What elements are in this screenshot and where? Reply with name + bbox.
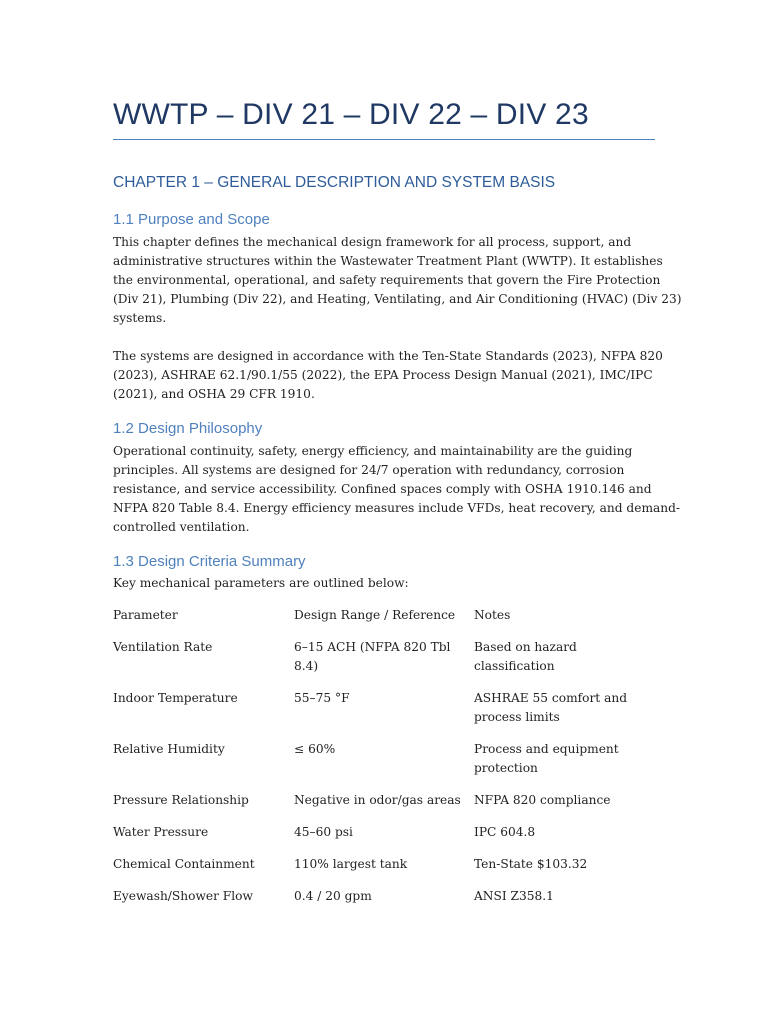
paragraph-line: administrative structures within the Wastewater Treatment Plant (WWTP). It establishes — [113, 254, 663, 268]
cell-range: ≤ 60% — [294, 742, 336, 756]
cell-range: 55–75 °F — [294, 691, 350, 705]
column-header-range: Design Range / Reference — [294, 608, 456, 622]
cell-range: 8.4) — [294, 659, 319, 673]
section-heading-design-philosophy: 1.2 Design Philosophy — [113, 420, 263, 437]
paragraph-line: NFPA 820 Table 8.4. Energy efficiency measures include VFDs, heat recovery, and demand- — [113, 501, 681, 515]
cell-notes: ASHRAE 55 comfort and — [474, 691, 627, 705]
cell-range: 45–60 psi — [294, 825, 353, 839]
section-heading-design-criteria: 1.3 Design Criteria Summary — [113, 553, 306, 570]
paragraph-line: (2023), ASHRAE 62.1/90.1/55 (2022), the EPA Process Design Manual (2021), IMC/IPC — [113, 368, 653, 382]
table-intro: Key mechanical parameters are outlined below: — [113, 576, 409, 590]
cell-notes: Based on hazard — [474, 640, 577, 654]
cell-notes: process limits — [474, 710, 560, 724]
section-heading-purpose-scope: 1.1 Purpose and Scope — [113, 211, 270, 228]
cell-notes: Ten-State $103.32 — [474, 857, 588, 871]
paragraph-line: Operational continuity, safety, energy efficiency, and maintainability are the guiding — [113, 444, 633, 458]
paragraph-line: resistance, and service accessibility. Confined spaces comply with OSHA 1910.146 and — [113, 482, 652, 496]
paragraph-line: (Div 21), Plumbing (Div 22), and Heating, Ventilating, and Air Conditioning (HVAC) (Div 23) — [113, 292, 682, 306]
column-header-parameter: Parameter — [113, 608, 178, 622]
paragraph-line: This chapter defines the mechanical design framework for all process, support, and — [113, 235, 632, 249]
cell-notes: IPC 604.8 — [474, 825, 536, 839]
cell-range: 6–15 ACH (NFPA 820 Tbl — [294, 640, 451, 654]
cell-range: Negative in odor/gas areas — [294, 793, 461, 807]
cell-range: 0.4 / 20 gpm — [294, 889, 372, 903]
document-title: WWTP – DIV 21 – DIV 22 – DIV 23 — [113, 98, 589, 131]
cell-parameter: Eyewash/Shower Flow — [113, 889, 253, 903]
cell-notes: NFPA 820 compliance — [474, 793, 611, 807]
paragraph-line: The systems are designed in accordance with the Ten-State Standards (2023), NFPA 820 — [113, 349, 663, 363]
cell-parameter: Water Pressure — [113, 825, 209, 839]
chapter-heading: CHAPTER 1 – GENERAL DESCRIPTION AND SYSTEM BASIS — [113, 174, 556, 191]
cell-notes: Process and equipment — [474, 742, 619, 756]
cell-parameter: Chemical Containment — [113, 857, 255, 871]
title-underline — [113, 139, 655, 140]
column-header-notes: Notes — [474, 608, 511, 622]
cell-parameter: Indoor Temperature — [113, 691, 238, 705]
cell-parameter: Relative Humidity — [113, 742, 225, 756]
cell-parameter: Ventilation Rate — [113, 640, 213, 654]
cell-notes: ANSI Z358.1 — [474, 889, 554, 903]
cell-notes: protection — [474, 761, 538, 775]
paragraph-line: controlled ventilation. — [113, 520, 250, 534]
paragraph-line: systems. — [113, 311, 167, 325]
cell-notes: classification — [474, 659, 555, 673]
paragraph-line: principles. All systems are designed for 24/7 operation with redundancy, corrosion — [113, 463, 625, 477]
cell-parameter: Pressure Relationship — [113, 793, 249, 807]
cell-range: 110% largest tank — [294, 857, 408, 871]
paragraph-line: (2021), and OSHA 29 CFR 1910. — [113, 387, 315, 401]
paragraph-line: the environmental, operational, and safety requirements that govern the Fire Protection — [113, 273, 661, 287]
